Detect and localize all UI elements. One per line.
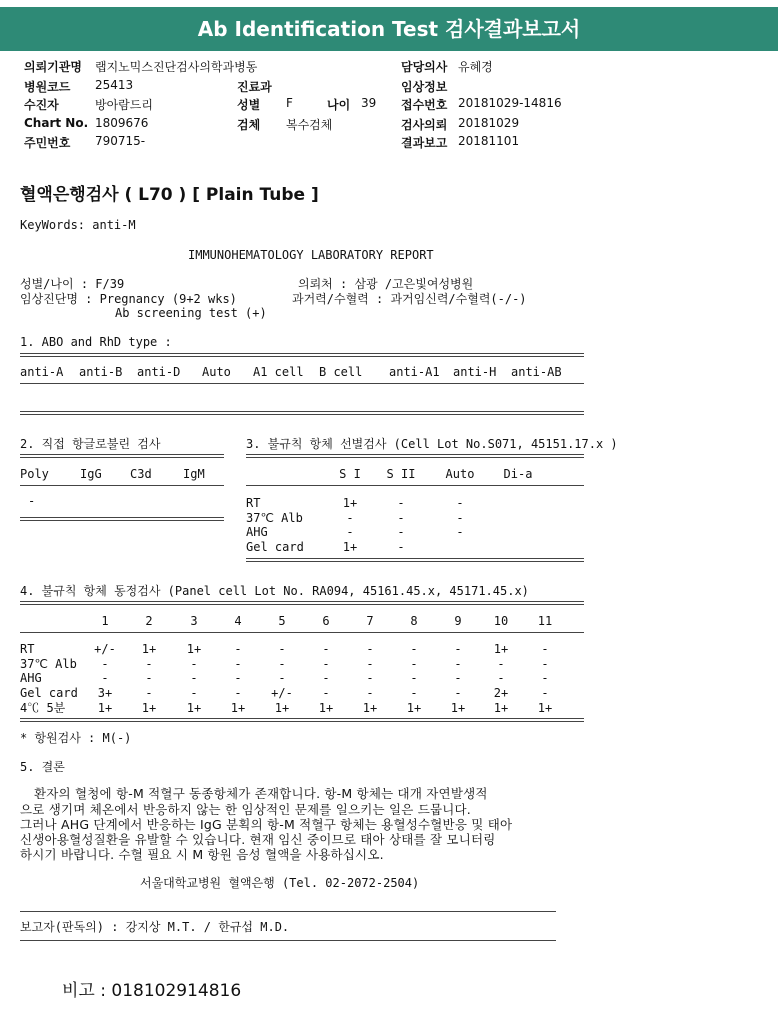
panel-cell: - — [454, 657, 462, 671]
header-value: 790715- — [95, 134, 146, 148]
panel-cell: 1+ — [186, 642, 202, 656]
reporter: 보고자(판독의) : 강지상 M.T. / 한규섭 M.D. — [20, 920, 290, 934]
panel-cell: - — [101, 657, 109, 671]
panel-cell: - — [454, 671, 462, 685]
panel-cell: 1+ — [537, 701, 553, 715]
header-label: 의뢰기관명 — [24, 60, 82, 74]
screening-cell: 1+ — [342, 540, 358, 554]
panel-cell: 1+ — [230, 701, 246, 715]
conclusion-line: 신생아용혈성질환을 유발할 수 있습니다. 현재 임신 중이므로 태아 상태를 잘 모니터링 — [20, 832, 496, 847]
panel-cell: 2+ — [493, 686, 509, 700]
dat-column-header: Poly — [20, 467, 49, 481]
dat-rule-mid — [20, 485, 224, 486]
panel-row-label: 37℃ Alb — [20, 657, 77, 671]
report-title: IMMUNOHEMATOLOGY LABORATORY REPORT — [188, 248, 434, 262]
panel-cell: - — [278, 642, 286, 656]
panel-column-header: 3 — [190, 614, 198, 628]
dat-rule-top — [20, 454, 224, 458]
abo-column-header: anti-B — [79, 365, 123, 379]
panel-cell: - — [190, 686, 198, 700]
panel-cell: 1+ — [141, 642, 157, 656]
screening-cell: - — [456, 525, 464, 539]
header-label: 수진자 — [24, 98, 59, 112]
screening-rule-mid — [246, 485, 584, 486]
reporter-rule-top — [20, 911, 556, 912]
screening-cell: - — [397, 540, 405, 554]
panel-column-header: 7 — [366, 614, 374, 628]
screening-heading: 3. 불규칙 항체 선별검사 (Cell Lot No.S071, 45151.17.x ) — [246, 437, 618, 451]
header-value: 방아람드리 — [95, 98, 153, 112]
screening-column-header: Di-a — [503, 467, 533, 481]
header-value: 복수검체 — [286, 118, 333, 132]
abo-column-header: anti-H — [453, 365, 497, 379]
header-value: 랩지노믹스진단검사의학과병동 — [95, 60, 258, 74]
header-label: 결과보고 — [401, 136, 448, 150]
remark: 비고 : 018102914816 — [62, 981, 242, 1001]
screening-column-header: S II — [386, 467, 416, 481]
panel-cell: - — [410, 671, 418, 685]
header-label: 주민번호 — [24, 136, 71, 150]
panel-cell: - — [410, 657, 418, 671]
panel-cell: - — [322, 686, 330, 700]
report-title-bar: Ab Identification Test 검사결과보고서 — [0, 7, 778, 51]
panel-rule-mid — [20, 632, 584, 633]
abo-column-header: anti-A — [20, 365, 64, 379]
panel-cell: - — [278, 671, 286, 685]
header-value: 39 — [361, 96, 377, 110]
panel-column-header: 2 — [145, 614, 153, 628]
abo-rule-top — [20, 353, 584, 357]
patient-screen: Ab screening test (+) — [115, 306, 267, 320]
institution: 서울대학교병원 혈액은행 (Tel. 02-2072-2504) — [140, 876, 420, 890]
panel-cell: - — [541, 686, 549, 700]
conclusion-line: 으로 생기며 체온에서 반응하지 않는 한 임상적인 문제를 일으키는 일은 드뭅니다. — [20, 802, 471, 817]
abo-rule-bottom — [20, 411, 584, 415]
header-label: 접수번호 — [401, 98, 448, 112]
screening-column-header: Auto — [445, 467, 475, 481]
panel-cell: - — [234, 642, 242, 656]
header-label: 나이 — [327, 98, 351, 112]
header-label: 임상정보 — [401, 80, 448, 94]
panel-cell: - — [190, 671, 198, 685]
conclusion-line: 환자의 혈청에 항-M 적혈구 동종항체가 존재합니다. 항-M 항체는 대개 자연발생적 — [34, 786, 488, 801]
panel-cell: - — [234, 657, 242, 671]
panel-cell: - — [454, 686, 462, 700]
screening-column-header: S I — [339, 467, 361, 481]
panel-cell: - — [497, 657, 505, 671]
abo-column-header: Auto — [202, 365, 231, 379]
abo-heading: 1. ABO and RhD type : — [20, 335, 172, 349]
screening-cell: - — [456, 511, 464, 525]
header-value: 1809676 — [95, 116, 149, 130]
conclusion-line: 하시기 바랍니다. 수혈 필요 시 M 항원 음성 혈액을 사용하십시오. — [20, 847, 384, 862]
dat-rule-bottom — [20, 517, 224, 521]
reporter-rule-bottom — [20, 940, 556, 941]
panel-cell: - — [145, 686, 153, 700]
panel-cell: - — [101, 671, 109, 685]
panel-column-header: 5 — [278, 614, 286, 628]
panel-cell: 1+ — [493, 701, 509, 715]
dat-heading: 2. 직접 항글로불린 검사 — [20, 437, 161, 451]
header-label: 담당의사 — [401, 60, 448, 74]
header-label: 검체 — [237, 118, 261, 132]
panel-cell: - — [322, 671, 330, 685]
antigen-test: * 항원검사 : M(-) — [20, 731, 132, 745]
panel-cell: 1+ — [318, 701, 334, 715]
screening-row-label: Gel card — [246, 540, 304, 554]
panel-cell: - — [410, 642, 418, 656]
screening-cell: - — [397, 496, 405, 510]
screening-rule-bottom — [246, 558, 584, 562]
header-value: 20181029-14816 — [458, 96, 562, 110]
panel-cell: - — [145, 671, 153, 685]
header-value: 25413 — [95, 78, 134, 92]
panel-row-label: Gel card — [20, 686, 78, 700]
panel-cell: - — [366, 642, 374, 656]
patient-history: 과거력/수혈력 : 과거임신력/수혈력(-/-) — [292, 292, 527, 306]
panel-cell: - — [366, 686, 374, 700]
header-value: 20181101 — [458, 134, 520, 148]
panel-cell: - — [322, 657, 330, 671]
patient-diagnosis: 임상진단명 : Pregnancy (9+2 wks) — [20, 292, 237, 306]
screening-cell: - — [346, 525, 354, 539]
panel-column-header: 11 — [537, 614, 553, 628]
screening-cell: - — [346, 511, 354, 525]
header-label: 진료과 — [237, 80, 272, 94]
panel-cell: - — [234, 671, 242, 685]
panel-rule-top — [20, 601, 584, 605]
dat-result: - — [28, 494, 36, 508]
header-value: 유혜경 — [458, 60, 493, 74]
conclusion-heading: 5. 결론 — [20, 760, 65, 774]
header-label: Chart No. — [24, 116, 89, 130]
screening-row-label: 37℃ Alb — [246, 511, 303, 525]
screening-rule-top — [246, 454, 584, 458]
screening-row-label: RT — [246, 496, 261, 510]
header-label: 성별 — [237, 98, 261, 112]
keywords: KeyWords: anti-M — [20, 218, 136, 232]
panel-cell: - — [366, 671, 374, 685]
dat-column-header: IgG — [80, 467, 102, 481]
panel-cell: 1+ — [450, 701, 466, 715]
section-title: 혈액은행검사 ( L70 ) [ Plain Tube ] — [20, 185, 319, 205]
panel-cell: +/- — [94, 642, 116, 656]
panel-column-header: 1 — [101, 614, 109, 628]
panel-cell: - — [541, 657, 549, 671]
panel-cell: 1+ — [493, 642, 509, 656]
screening-cell: - — [397, 511, 405, 525]
panel-cell: - — [234, 686, 242, 700]
abo-rule-mid — [20, 383, 584, 384]
panel-cell: 1+ — [186, 701, 202, 715]
panel-cell: - — [278, 657, 286, 671]
panel-cell: 1+ — [406, 701, 422, 715]
panel-rule-bottom — [20, 718, 584, 722]
screening-cell: - — [397, 525, 405, 539]
panel-row-label: AHG — [20, 671, 42, 685]
abo-column-header: anti-D — [137, 365, 181, 379]
panel-cell: 3+ — [97, 686, 113, 700]
panel-column-header: 8 — [410, 614, 418, 628]
panel-row-label: RT — [20, 642, 35, 656]
panel-column-header: 9 — [454, 614, 462, 628]
header-value: 20181029 — [458, 116, 520, 130]
header-label: 병원코드 — [24, 80, 71, 94]
panel-cell: 1+ — [141, 701, 157, 715]
dat-column-header: C3d — [130, 467, 152, 481]
screening-cell: - — [456, 496, 464, 510]
header-value: F — [286, 96, 293, 110]
panel-cell: 1+ — [274, 701, 290, 715]
abo-column-header: anti-A1 — [389, 365, 440, 379]
abo-column-header: anti-AB — [511, 365, 562, 379]
panel-cell: 1+ — [97, 701, 113, 715]
dat-column-header: IgM — [183, 467, 205, 481]
patient-referrer: 의뢰처 : 삼광 /고은빛여성병원 — [298, 277, 474, 291]
panel-cell: - — [145, 657, 153, 671]
panel-cell: +/- — [271, 686, 293, 700]
conclusion-line: 그러나 AHG 단계에서 반응하는 IgG 분획의 항-M 적혈구 항체는 용혈성수혈반응 및 태아 — [20, 817, 513, 832]
panel-cell: - — [322, 642, 330, 656]
panel-cell: - — [454, 642, 462, 656]
screening-cell: 1+ — [342, 496, 358, 510]
panel-cell: - — [497, 671, 505, 685]
abo-column-header: A1 cell — [253, 365, 304, 379]
panel-cell: - — [541, 642, 549, 656]
panel-cell: - — [366, 657, 374, 671]
panel-row-label: 4℃ 5분 — [20, 701, 66, 715]
panel-cell: 1+ — [362, 701, 378, 715]
panel-cell: - — [190, 657, 198, 671]
panel-column-header: 10 — [493, 614, 509, 628]
panel-cell: - — [541, 671, 549, 685]
screening-row-label: AHG — [246, 525, 268, 539]
patient-sex-age: 성별/나이 : F/39 — [20, 277, 125, 291]
panel-heading: 4. 불규칙 항체 동정검사 (Panel cell Lot No. RA094, 45161.45.x, 45171.45.x) — [20, 584, 529, 598]
abo-column-header: B cell — [319, 365, 363, 379]
panel-cell: - — [410, 686, 418, 700]
panel-column-header: 4 — [234, 614, 242, 628]
header-label: 검사의뢰 — [401, 118, 448, 132]
panel-column-header: 6 — [322, 614, 330, 628]
